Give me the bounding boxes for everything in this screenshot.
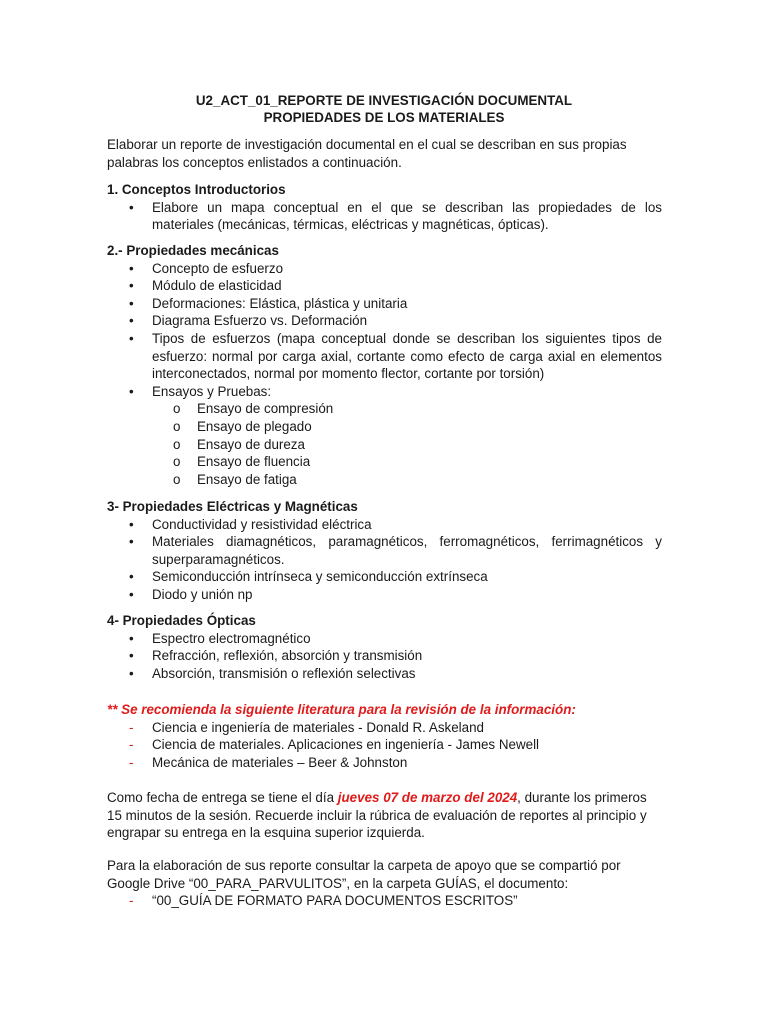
section-1 [107,181,662,234]
list-item: • Módulo de elasticidad [129,278,282,294]
document-subtitle: PROPIEDADES DE LOS MATERIALES [263,110,505,125]
delivery-date: jueves 07 de marzo del 2024 [337,790,518,805]
list-item: • Diodo y unión np [129,586,253,602]
section-heading: 4- Propiedades Ópticas [107,613,256,628]
list-item: • Diagrama Esfuerzo vs. Deformación [129,313,368,329]
circle-bullet-icon: o [173,401,181,417]
section-heading: 2.- Propiedades mecánicas [107,243,279,258]
list-item: • Conductividad y resistividad eléctrica [129,516,372,532]
delivery-paragraph: Como fecha de entrega se tiene el día jueves 07 de marzo del 2024, durante los primeros 15 minutos de la sesión. Recuerde incluir la rúbrica de evaluación de reportes al principio y engrapar su entrega en la esquina superior izquierda. [107,790,647,841]
bullet-icon: • [129,534,134,550]
list-item: • Espectro electromagnético [129,630,311,646]
bullet-icon: • [129,313,134,329]
circle-bullet-icon: o [173,454,181,470]
circle-bullet-icon: o [173,418,181,434]
dash-icon: - [129,737,134,753]
sub-list-item: o Ensayo de dureza [173,436,305,452]
bullet-icon: • [129,665,134,681]
bullet-icon: • [129,199,134,215]
section-3 [107,498,662,604]
section-2 [107,242,662,488]
bullet-icon: • [129,330,134,346]
sub-list-item: o Ensayo de plegado [173,418,312,434]
list-item: • Semiconducción intrínseca y semiconducción extrínseca [129,569,488,585]
sub-list-item: o Ensayo de fluencia [173,454,311,470]
literature-item: - Ciencia de materiales. Aplicaciones en ingeniería - James Newell [129,737,540,753]
list-item: • Tipos de esfuerzos (mapa conceptual donde se describan los siguientes tipos de esfuerzo: normal por carga axial, cortante como efecto de carga axial en elementos interconectados, normal por momento flector, cortante por torsión) [129,330,662,382]
bullet-icon: • [129,383,134,399]
guide-paragraph [107,857,662,910]
bullet-icon: • [129,648,134,664]
bullet-icon: • [129,295,134,311]
guide-text: Para la elaboración de sus reporte consultar la carpeta de apoyo que se compartió por Google Drive “00_PARA_PARVULITOS”, en la carpeta GUÍAS, el documento: [107,858,621,891]
guide-doc-item: - “00_GUÍA DE FORMATO PARA DOCUMENTOS ESCRITOS” [129,893,518,909]
list-item: • Concepto de esfuerzo [129,260,284,276]
bullet-icon: • [129,260,134,276]
circle-bullet-icon: o [173,471,181,487]
list-item: • Elabore un mapa conceptual en el que se describan las propiedades de los materiales (mecánicas, térmicas, eléctricas y magnéticas, ópticas). [129,199,662,233]
bullet-icon: • [129,586,134,602]
dash-icon: - [129,719,134,735]
sub-list-item: o Ensayo de compresión [173,401,334,417]
literature-note: ** Se recomienda la siguiente literatura para la revisión de la información: [107,702,576,717]
bullet-icon: • [129,278,134,294]
circle-bullet-icon: o [173,436,181,452]
list-item: • Deformaciones: Elástica, plástica y unitaria [129,295,408,311]
section-heading: 3- Propiedades Eléctricas y Magnéticas [107,499,358,514]
bullet-icon: • [129,630,134,646]
literature-item: - Mecánica de materiales – Beer & Johnston [129,754,408,770]
section-4 [107,612,662,682]
list-item: • Refracción, reflexión, absorción y transmisión [129,648,423,664]
literature-item: - Ciencia e ingeniería de materiales - Donald R. Askeland [129,719,484,735]
bullet-icon: • [129,516,134,532]
literature-section [107,701,662,771]
sub-list-item: o Ensayo de fatiga [173,471,297,487]
section-heading: 1. Conceptos Introductorios [107,182,286,197]
document-title: U2_ACT_01_REPORTE DE INVESTIGACIÓN DOCUMENTAL [195,93,573,108]
intro-paragraph: Elaborar un reporte de investigación documental en el cual se describan en sus propias palabras los conceptos enlistados a continuación. [107,137,627,170]
list-item: • Absorción, transmisión o reflexión selectivas [129,665,416,681]
bullet-icon: • [129,569,134,585]
dash-icon: - [129,893,134,909]
list-item: • Materiales diamagnéticos, paramagnéticos, ferromagnéticos, ferrimagnéticos y superparamagnéticos. [129,534,662,567]
dash-icon: - [129,754,134,770]
list-item: • Ensayos y Pruebas: [129,383,272,399]
